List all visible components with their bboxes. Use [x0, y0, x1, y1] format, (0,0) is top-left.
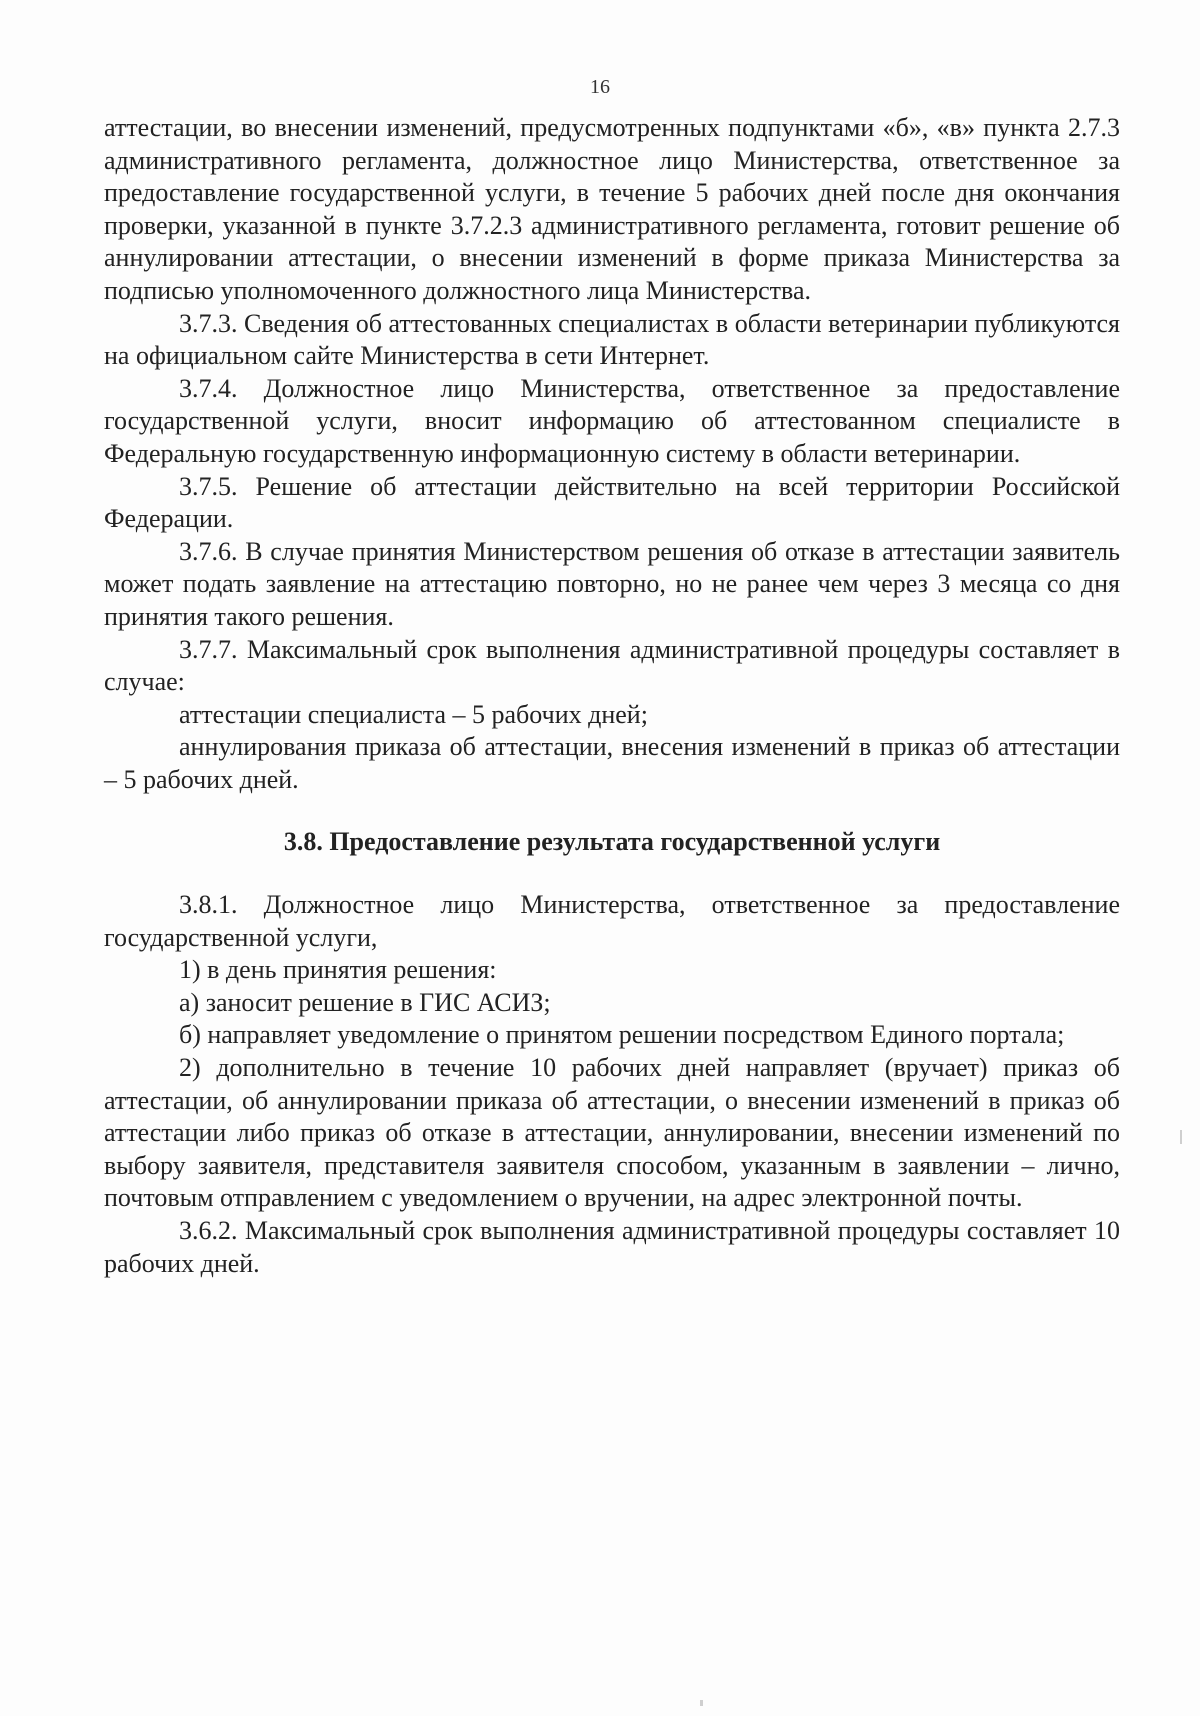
paragraph-3-7-3: 3.7.3. Сведения об аттестованных специалистах в области ветеринарии публикуются на официальном сайте Министерства в сети Интернет.	[104, 308, 1120, 371]
paragraph-3-8-1: 3.8.1. Должностное лицо Министерства, ответственное за предоставление государственной услуги,	[104, 890, 1120, 952]
paragraph-3-8-1-item-1a: а) заносит решение в ГИС АСИЗ;	[179, 987, 551, 1017]
paragraph-3-8-1-item-2: 2) дополнительно в течение 10 рабочих дней направляет (вручает) приказ об аттестации, об аннулировании приказа об аттестации, о внесении изменений в приказ об аттестации либо приказ об отказе в аттестации, аннулировании, внесении изменений по выбору заявителя, представителя заявителя способом, указанным в заявлении – лично, почтовым отправлением с уведомлением о вручении, на адрес электронной почты.	[104, 1053, 1120, 1213]
paragraph-3-7-5: 3.7.5. Решение об аттестации действительно на всей территории Российской Федерации.	[104, 471, 1120, 534]
paragraph-3-7-6: 3.7.6. В случае принятия Министерством решения об отказе в аттестации заявитель может подать заявление на аттестацию повторно, но не ранее чем через 3 месяца со дня принятия такого решения.	[104, 536, 1120, 631]
section-heading-3-8: 3.8. Предоставление результата государственной услуги	[283, 827, 941, 857]
paragraph-3-7-7: 3.7.7. Максимальный срок выполнения административной процедуры составляет в случае:	[104, 634, 1120, 697]
document-body	[104, 112, 1120, 1280]
page-number: 16	[590, 76, 610, 98]
paragraph-3-7-4: 3.7.4. Должностное лицо Министерства, ответственное за предоставление государственной услуги, вносит информацию об аттестованном специалисте в Федеральную государственную информационную систему в области ветеринарии.	[104, 373, 1120, 468]
scan-artifact-mark	[1180, 1130, 1182, 1144]
paragraph-continuation: аттестации, во внесении изменений, предусмотренных подпунктами «б», «в» пункта 2.7.3 административного регламента, должностное лицо Министерства, ответственное за предоставление государственной услуги, в течение 5 рабочих дней после дня окончания проверки, указанной в пункте 3.7.2.3 административного регламента, готовит решение об аннулировании аттестации, о внесении изменений в форме приказа Министерства за подписью уполномоченного должностного лица Министерства.	[104, 113, 1120, 305]
paragraph-3-7-7-item-2: аннулирования приказа об аттестации, внесения изменений в приказ об аттестации – 5 рабочих дней.	[104, 732, 1120, 794]
scan-artifact-mark-bottom	[700, 1700, 703, 1706]
paragraph-3-7-7-item-1: аттестации специалиста – 5 рабочих дней;	[179, 699, 648, 729]
paragraph-3-8-1-item-1b: б) направляет уведомление о принятом решении посредством Единого портала;	[179, 1020, 1065, 1050]
paragraph-3-8-1-item-1: 1) в день принятия решения:	[179, 955, 497, 985]
paragraph-3-6-2: 3.6.2. Максимальный срок выполнения административной процедуры составляет 10 рабочих дней.	[104, 1216, 1120, 1278]
